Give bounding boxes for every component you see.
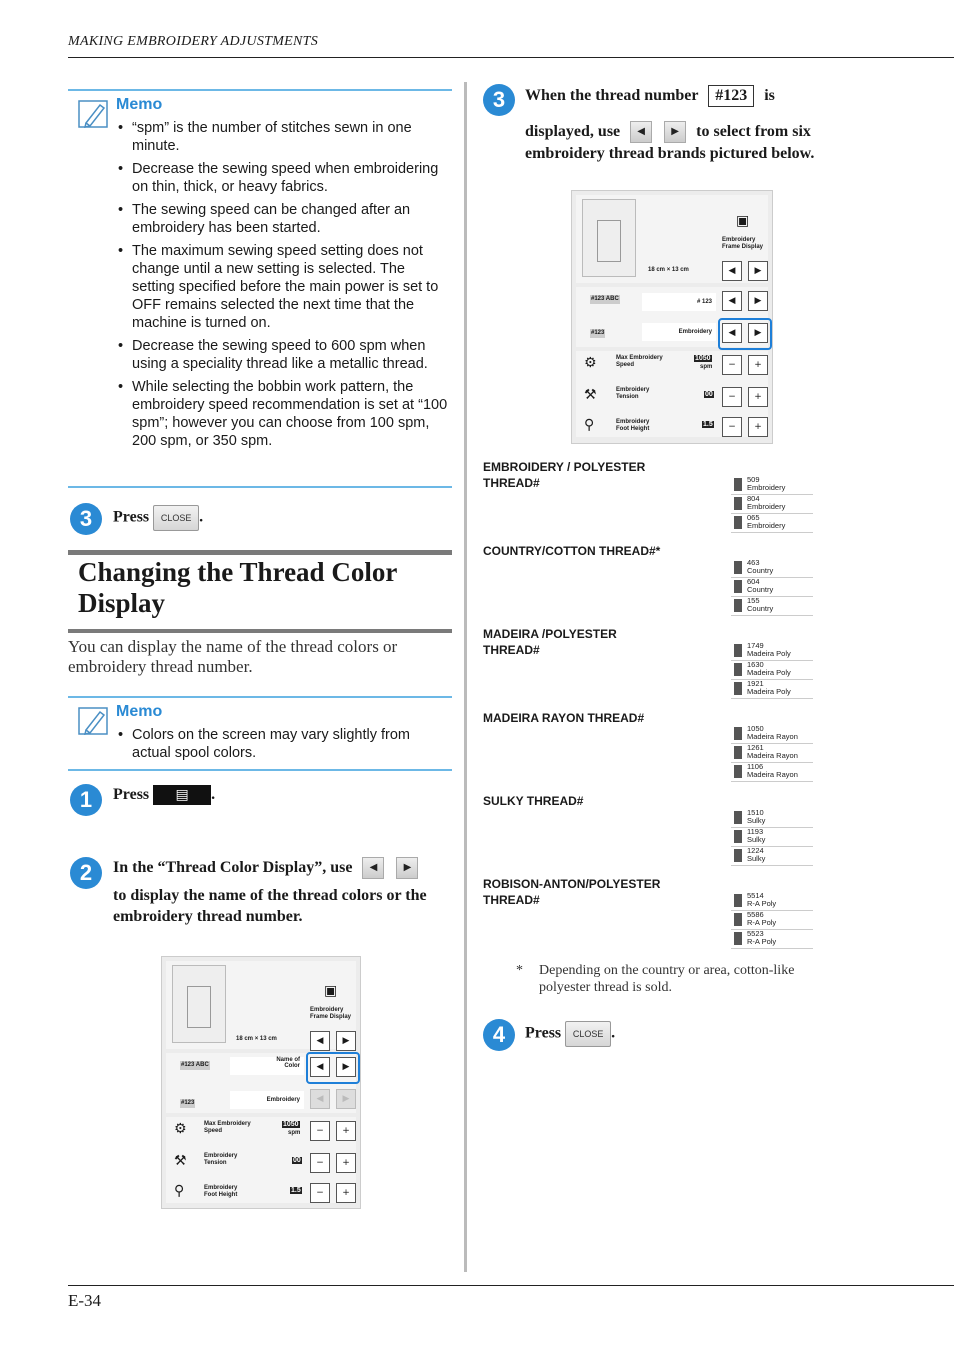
step-period: .: [211, 786, 216, 803]
memo-box-colors: [68, 696, 452, 771]
swatch-list: [731, 642, 813, 699]
swatch-text: [747, 911, 776, 927]
label: Speed: [616, 362, 635, 368]
thread-swatch: [731, 828, 813, 847]
spool-icon: [734, 478, 742, 491]
foot-value: 1.5: [703, 421, 713, 428]
thread-swatch: [731, 847, 813, 866]
header-rule: [68, 57, 954, 58]
frame-size: [648, 267, 689, 274]
memo-box-speed: [68, 89, 452, 488]
size-width: 18 cm: [648, 267, 666, 273]
label: Max Embroidery: [616, 355, 663, 361]
memo-item: • The maximum sewing speed setting does not change until a new setting is selected. The setting specified before the main power is set to OFF remains selected the next time that the machine is turned on.: [118, 242, 448, 332]
label: THREAD#: [483, 476, 540, 490]
spool-icon: [734, 849, 742, 862]
close-button[interactable]: CLOSE: [565, 1021, 611, 1047]
step-text: embroidery thread brands pictured below.: [525, 145, 815, 163]
thread-swatch: [731, 911, 813, 930]
memo-pencil-icon: [78, 706, 110, 736]
swatch-text: [747, 642, 791, 658]
spool-icon: [734, 932, 742, 945]
swatch-text: [747, 828, 765, 844]
swatch-text: [747, 725, 798, 741]
speed-minus-button[interactable]: −: [310, 1121, 330, 1141]
label: Color: [284, 1063, 300, 1069]
left-arrow-button[interactable]: ◀: [362, 857, 384, 879]
tension-label: [204, 1153, 237, 1167]
swatch-brand: Madeira Rayon: [747, 770, 798, 779]
swatch-number: 5586: [747, 910, 764, 919]
swatch-brand: R-A Poly: [747, 937, 777, 946]
embroidery-settings-rows: [166, 1117, 356, 1203]
swatch-number: 804: [747, 494, 760, 503]
tension-label: [616, 387, 649, 401]
speed-minus-button[interactable]: −: [722, 355, 742, 375]
label: COUNTRY/COTTON THREAD#*: [483, 544, 661, 558]
swatch-text: [747, 514, 785, 530]
swatch-text: [747, 559, 773, 575]
step-number-1: 1: [70, 784, 102, 816]
brand-right-button[interactable]: ▶: [748, 323, 768, 343]
swatch-brand: Madeira Poly: [747, 649, 791, 658]
size-height: 13 cm: [671, 267, 689, 273]
lcd-screen-name-of-color: [161, 956, 361, 1209]
swatch-brand: Madeira Poly: [747, 668, 791, 677]
embroidery-area: [597, 220, 621, 262]
foot-label: [204, 1185, 237, 1199]
step-number-3: 3: [483, 84, 515, 116]
speed-label: [616, 355, 663, 369]
frame-right-button[interactable]: ▶: [336, 1031, 356, 1051]
page-number: E-34: [68, 1291, 102, 1310]
step-period: .: [611, 1024, 616, 1042]
foot-icon: ⚲: [584, 417, 595, 433]
label: ROBISON-ANTON/POLYESTER: [483, 877, 661, 891]
memo-list: [118, 119, 448, 455]
swatch-number: 1749: [747, 641, 764, 650]
tension-icon: ⚒: [174, 1153, 187, 1169]
thread-swatch: [731, 597, 813, 616]
frame-preview: [582, 199, 636, 277]
foot-value: 1.5: [291, 1187, 301, 1194]
swatch-number: 1224: [747, 846, 764, 855]
left-arrow-button[interactable]: ◀: [630, 121, 652, 143]
thread-number-icon: #123: [591, 330, 605, 336]
step-1-instruction: [113, 784, 215, 805]
step-line: [525, 121, 905, 143]
embroidery-area: [187, 986, 211, 1028]
swatch-brand: Embroidery: [747, 502, 786, 511]
tension-plus-button[interactable]: +: [336, 1153, 356, 1173]
label: Embroidery: [204, 1185, 238, 1191]
thread-swatch: [731, 661, 813, 680]
swatch-number: 1261: [747, 743, 764, 752]
label: EMBROIDERY / POLYESTER: [483, 460, 646, 474]
speed-unit: spm: [700, 364, 713, 370]
step-3-instruction: [113, 505, 203, 531]
tension-icon: ⚒: [584, 387, 597, 403]
swatch-number: 1106: [747, 762, 764, 771]
frame-left-button[interactable]: ◀: [310, 1031, 330, 1051]
thread-right-button[interactable]: ▶: [336, 1057, 356, 1077]
step-2-instruction: [113, 857, 453, 927]
swatch-brand: R-A Poly: [747, 899, 777, 908]
step-text: When the thread number: [525, 87, 699, 104]
swatch-number: 065: [747, 513, 760, 522]
thread-swatch: [731, 514, 813, 533]
swatch-number: 155: [747, 596, 760, 605]
frame-display-row: [576, 195, 768, 283]
thread-number-value: # 123: [642, 293, 716, 311]
label: Embroidery: [616, 387, 650, 393]
selection-highlight: [718, 318, 772, 350]
running-header: MAKING EMBROIDERY ADJUSTMENTS: [68, 34, 319, 49]
thread-swatch: [731, 763, 813, 782]
foot-minus-button[interactable]: −: [722, 417, 742, 437]
spool-icon: [734, 497, 742, 510]
foot-plus-button[interactable]: +: [748, 417, 768, 437]
memo-item: • While selecting the bobbin work pattern, the embroidery speed recommendation is set at “100 spm”; however you can choose from 100 spm, 200 spm, or 350 spm.: [118, 378, 448, 450]
footnote-text: Depending on the country or area, cotton-like polyester thread is sold.: [539, 963, 795, 995]
swatch-brand: R-A Poly: [747, 918, 777, 927]
swatch-text: [747, 809, 765, 825]
thread-display-row: [576, 287, 768, 347]
memo-pencil-icon: [78, 99, 110, 129]
spool-icon: [734, 516, 742, 529]
swatch-brand: Madeira Rayon: [747, 751, 798, 760]
brand-value: Embroidery: [230, 1091, 304, 1109]
swatch-list: [731, 892, 813, 949]
speed-unit: spm: [288, 1130, 301, 1136]
memo-list: [118, 726, 448, 767]
swatch-list: [731, 476, 813, 533]
speed-value: 1050: [695, 355, 711, 362]
swatch-brand: Sulky: [747, 816, 766, 825]
thread-swatch: [731, 744, 813, 763]
thread-right-button[interactable]: ▶: [748, 291, 768, 311]
swatch-list: [731, 725, 813, 782]
swatch-number: 1510: [747, 808, 764, 817]
swatch-number: 1630: [747, 660, 764, 669]
speed-plus-button[interactable]: +: [748, 355, 768, 375]
label: Foot Height: [204, 1192, 238, 1198]
swatch-text: [747, 930, 776, 946]
brand-label: [483, 459, 713, 491]
swatch-number: 463: [747, 558, 760, 567]
memo-title: Memo: [116, 703, 163, 720]
step-text: displayed, use: [525, 123, 621, 140]
step-number-4: 4: [483, 1019, 515, 1051]
frame-display-label: [310, 1007, 351, 1021]
foot-icon: ⚲: [174, 1183, 185, 1199]
swatch-text: [747, 578, 773, 594]
brand-label: [483, 793, 713, 809]
step-text: Press: [525, 1024, 562, 1042]
settings-page-button[interactable]: [153, 785, 211, 805]
thread-swatch: [731, 559, 813, 578]
spool-icon: [734, 682, 742, 695]
spool-icon: [734, 663, 742, 676]
spool-icon: [734, 727, 742, 740]
brand-left-button[interactable]: ◀: [722, 323, 742, 343]
brand-label: [483, 710, 713, 726]
step-text: to display the name of the thread colors or the embroidery thread number.: [113, 887, 427, 926]
step-text: Press: [113, 508, 150, 526]
label: SULKY THREAD#: [483, 794, 584, 808]
memo-item: • Decrease the sewing speed when embroidering on thin, thick, or heavy fabrics.: [118, 160, 448, 196]
speed-label: [204, 1121, 251, 1135]
section-title: [78, 557, 397, 619]
label: THREAD#: [483, 893, 540, 907]
label: MADEIRA /POLYESTER: [483, 627, 617, 641]
label: THREAD#: [483, 643, 540, 657]
right-arrow-button[interactable]: ▶: [664, 121, 686, 143]
frame-display-label: [722, 237, 763, 251]
frame-right-button[interactable]: ▶: [748, 261, 768, 281]
swatch-number: 5523: [747, 929, 764, 938]
thread-swatch: [731, 476, 813, 495]
tension-value: 00: [705, 391, 713, 398]
label: Foot Height: [616, 426, 650, 432]
brand-label: [483, 626, 713, 658]
swatch-text: [747, 495, 785, 511]
hoop-icon: ▣: [736, 213, 750, 229]
spool-icon: [734, 765, 742, 778]
right-arrow-button[interactable]: ▶: [396, 857, 418, 879]
label: Max Embroidery: [204, 1121, 251, 1127]
memo-item: • Colors on the screen may vary slightly from actual spool colors.: [118, 726, 448, 762]
label: Frame Display: [310, 1014, 352, 1020]
label: Speed: [204, 1128, 223, 1134]
swatch-text: [747, 847, 765, 863]
swatch-text: [747, 476, 785, 492]
swatch-list: [731, 809, 813, 866]
swatch-text: [747, 744, 798, 760]
embroidery-settings-rows: [576, 351, 768, 437]
swatch-list: [731, 559, 813, 616]
step-text: Press: [113, 786, 150, 803]
spool-icon: [734, 561, 742, 574]
swatch-brand: Embroidery: [747, 483, 786, 492]
hoop-icon: ▣: [324, 983, 338, 999]
frame-display-row: [166, 961, 356, 1049]
section-heading-box: [68, 550, 452, 633]
page-icon: ▤: [175, 787, 189, 804]
memo-item: • Decrease the sewing speed to 600 spm when using a speciality thread like a metallic thread.: [118, 337, 448, 373]
brand-left-button[interactable]: ◀: [310, 1089, 330, 1109]
footnote-star: *: [516, 963, 523, 978]
thread-swatch: [731, 495, 813, 514]
speed-icon: ⚙: [174, 1121, 187, 1137]
swatch-number: 5514: [747, 891, 764, 900]
thread-left-button[interactable]: ◀: [310, 1057, 330, 1077]
tension-value: 00: [293, 1157, 301, 1164]
swatch-brand: Sulky: [747, 854, 766, 863]
speed-plus-button[interactable]: +: [336, 1121, 356, 1141]
step-number-3: 3: [70, 503, 102, 535]
thread-swatch: [731, 725, 813, 744]
spool-icon: [734, 599, 742, 612]
step-3-instruction: [525, 85, 905, 164]
step-number-2: 2: [70, 857, 102, 889]
thread-swatch: [731, 930, 813, 949]
label: Embroidery: [204, 1153, 238, 1159]
label: Embroidery: [616, 419, 650, 425]
foot-minus-button[interactable]: −: [310, 1183, 330, 1203]
brand-value: Embroidery: [642, 323, 716, 341]
lcd-screen-thread-number: [571, 190, 773, 444]
swatch-brand: Madeira Poly: [747, 687, 791, 696]
spool-icon: [734, 894, 742, 907]
size-width: 18 cm: [236, 1036, 254, 1042]
memo-item: • The sewing speed can be changed after an embroidery has been started.: [118, 201, 448, 237]
foot-plus-button[interactable]: +: [336, 1183, 356, 1203]
swatch-brand: Country: [747, 604, 774, 613]
swatch-text: [747, 892, 776, 908]
swatch-number: 509: [747, 475, 760, 484]
spool-icon: [734, 830, 742, 843]
close-button[interactable]: CLOSE: [153, 505, 199, 531]
swatch-number: 1921: [747, 679, 764, 688]
size-height: 13 cm: [259, 1036, 277, 1042]
spool-icon: [734, 913, 742, 926]
spool-icon: [734, 811, 742, 824]
thread-swatch: [731, 892, 813, 911]
spool-icon: [734, 580, 742, 593]
swatch-text: [747, 680, 791, 696]
label: Embroidery: [722, 237, 756, 243]
label: Tension: [204, 1160, 227, 1166]
frame-left-button[interactable]: ◀: [722, 261, 742, 281]
step-text: is: [764, 87, 775, 104]
swatch-brand: Country: [747, 585, 774, 594]
column-divider: [464, 82, 467, 1272]
swatch-number: 604: [747, 577, 760, 586]
foot-label: [616, 419, 649, 433]
thread-abc-icon: #123 ABC: [181, 1062, 209, 1068]
brand-right-button[interactable]: ▶: [336, 1089, 356, 1109]
tension-plus-button[interactable]: +: [748, 387, 768, 407]
size-x: ×: [666, 267, 671, 273]
thread-number-box: #123: [708, 85, 754, 107]
thread-left-button[interactable]: ◀: [722, 291, 742, 311]
size-x: ×: [254, 1036, 259, 1042]
spool-icon: [734, 746, 742, 759]
frame-preview: [172, 965, 226, 1043]
memo-item: • “spm” is the number of stitches sewn in one minute.: [118, 119, 448, 155]
spool-icon: [734, 644, 742, 657]
thread-swatch: [731, 578, 813, 597]
thread-swatch: [731, 809, 813, 828]
swatch-number: 1050: [747, 724, 764, 733]
label: MADEIRA RAYON THREAD#: [483, 711, 645, 725]
swatch-brand: Country: [747, 566, 774, 575]
section-title-line2: Display: [78, 588, 166, 618]
swatch-text: [747, 763, 798, 779]
memo-title: Memo: [116, 96, 163, 113]
brand-label: [483, 543, 713, 559]
footer-rule: [68, 1285, 954, 1286]
label: Embroidery: [310, 1007, 344, 1013]
tension-minus-button[interactable]: −: [722, 387, 742, 407]
swatch-number: 1193: [747, 827, 764, 836]
label: Frame Display: [722, 244, 764, 250]
speed-icon: ⚙: [584, 355, 597, 371]
section-title-line1: Changing the Thread Color: [78, 557, 398, 587]
thread-display-row: [166, 1053, 356, 1113]
speed-value: 1050: [283, 1121, 299, 1128]
step-period: .: [199, 508, 204, 526]
swatch-text: [747, 661, 791, 677]
brand-label: [483, 876, 713, 908]
thread-swatch: [731, 642, 813, 661]
swatch-brand: Madeira Rayon: [747, 732, 798, 741]
thread-swatch: [731, 680, 813, 699]
thread-number-icon: #123: [181, 1100, 195, 1106]
label: Tension: [616, 394, 639, 400]
step-text: In the “Thread Color Display”, use: [113, 859, 353, 876]
label: Name of: [276, 1057, 300, 1063]
step-text: to select from six: [696, 123, 811, 140]
section-intro: You can display the name of the thread colors or embroidery thread number.: [68, 637, 398, 676]
tension-minus-button[interactable]: −: [310, 1153, 330, 1173]
swatch-brand: Embroidery: [747, 521, 786, 530]
thread-abc-icon: #123 ABC: [591, 296, 619, 302]
swatch-text: [747, 597, 773, 613]
step-4-instruction: [525, 1021, 615, 1047]
swatch-brand: Sulky: [747, 835, 766, 844]
name-of-color-value: [230, 1057, 304, 1075]
selection-highlight: [306, 1052, 360, 1084]
frame-size: [236, 1036, 277, 1043]
